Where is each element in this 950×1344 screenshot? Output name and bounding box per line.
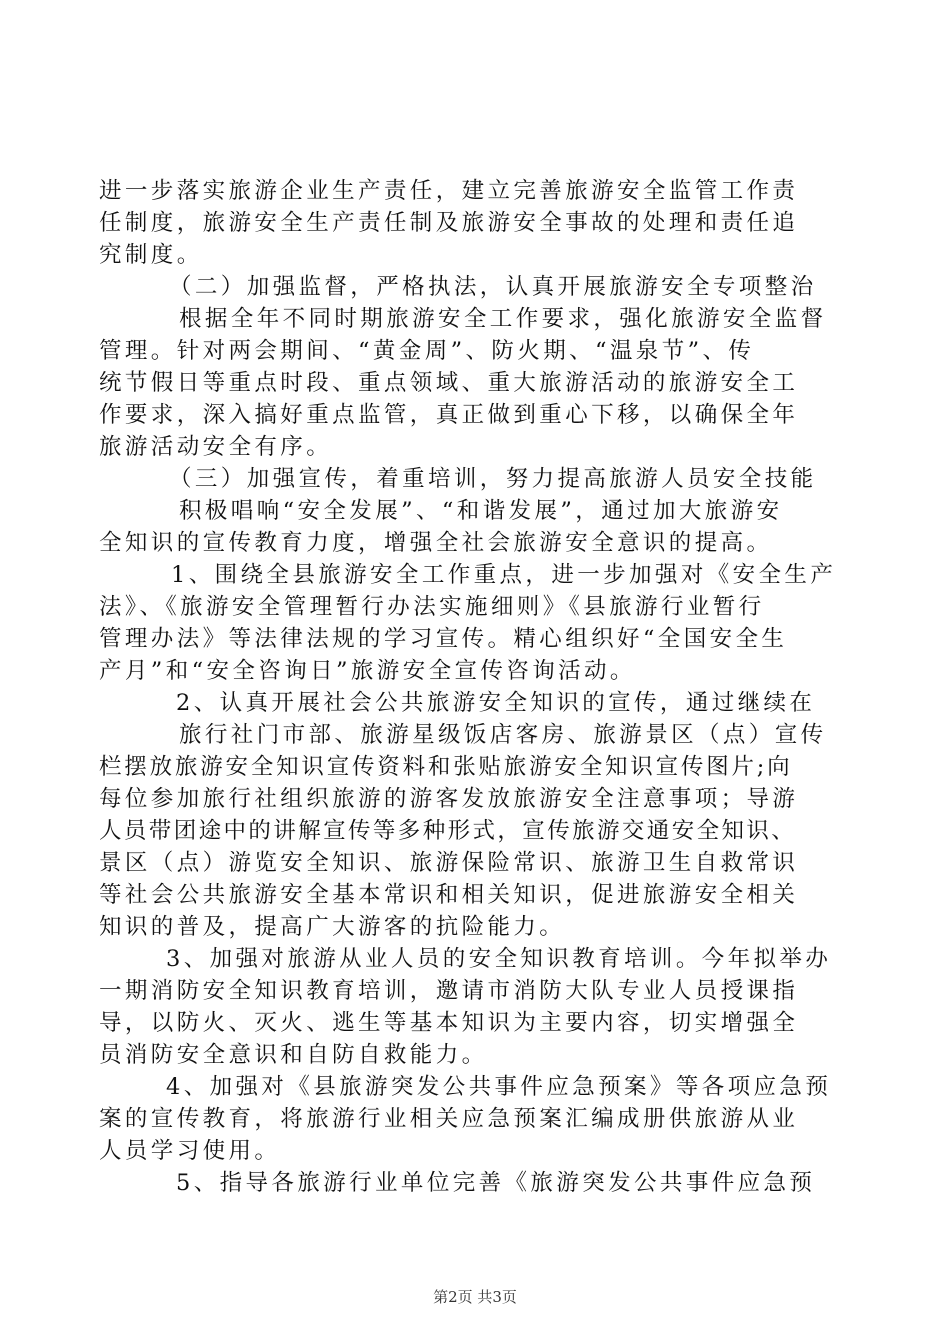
text-line: 栏摆放旅游安全知识宣传资料和张贴旅游安全知识宣传图片;向 — [99, 754, 793, 780]
text-line: 5、指导各旅游行业单位完善《旅游突发公共事件应急预 — [176, 1170, 816, 1196]
text-line: 全知识的宣传教育力度，增强全社会旅游安全意识的提高。 — [99, 530, 773, 556]
text-line: 统节假日等重点时段、重点领域、重大旅游活动的旅游安全工 — [99, 370, 799, 396]
text-line: 进一步落实旅游企业生产责任，建立完善旅游安全监管工作责 — [99, 178, 799, 204]
text-line: 管理办法》等法律法规的学习宣传。精心组织好“全国安全生 — [99, 626, 788, 652]
text-line: 一期消防安全知识教育培训，邀请市消防大队专业人员授课指 — [99, 978, 799, 1004]
text-line: 旅游活动安全有序。 — [99, 434, 333, 460]
text-line: 3、加强对旅游从业人员的安全知识教育培训。今年拟举办 — [166, 946, 832, 972]
text-line: 产月”和“安全咨询日”旅游安全宣传咨询活动。 — [99, 658, 636, 684]
text-line: 管理。针对两会期间、“黄金周”、防火期、“温泉节”、传 — [99, 338, 755, 364]
text-line: 1、围绕全县旅游安全工作重点，进一步加强对《安全生产 — [171, 562, 837, 588]
text-line: 员消防安全意识和自防自救能力。 — [99, 1042, 488, 1068]
text-line: 等社会公共旅游安全基本常识和相关知识，促进旅游安全相关 — [99, 882, 799, 908]
text-line: 人员学习使用。 — [99, 1138, 281, 1164]
text-line: 作要求，深入搞好重点监管，真正做到重心下移，以确保全年 — [99, 402, 799, 428]
text-line: 任制度，旅游安全生产责任制及旅游安全事故的处理和责任追 — [99, 210, 799, 236]
section-heading: （三）加强宣传，着重培训，努力提高旅游人员安全技能 — [169, 466, 817, 492]
text-line: 旅行社门市部、旅游星级饭店客房、旅游景区（点）宣传 — [179, 722, 827, 748]
text-line: 法》、《旅游安全管理暂行办法实施细则》《县旅游行业暂行 — [99, 594, 765, 620]
page-number: 第2页 共3页 — [433, 1288, 517, 1306]
text-line: 积极唱响“安全发展”、“和谐发展”，通过加大旅游安 — [179, 498, 783, 524]
text-line: 人员带团途中的讲解宣传等多种形式，宣传旅游交通安全知识、 — [99, 818, 797, 844]
text-line: 根据全年不同时期旅游安全工作要求，强化旅游安全监督 — [179, 306, 827, 332]
text-line: 2、认真开展社会公共旅游安全知识的宣传，通过继续在 — [176, 690, 816, 716]
text-line: 知识的普及，提高广大游客的抗险能力。 — [99, 914, 566, 940]
text-line: 景区（点）游览安全知识、旅游保险常识、旅游卫生自救常识 — [99, 850, 799, 876]
text-line: 每位参加旅行社组织旅游的游客发放旅游安全注意事项；导游 — [99, 786, 799, 812]
text-line: 导，以防火、灭火、逃生等基本知识为主要内容，切实增强全 — [99, 1010, 799, 1036]
text-line: 案的宣传教育，将旅游行业相关应急预案汇编成册供旅游从业 — [99, 1106, 799, 1132]
section-heading: （二）加强监督，严格执法，认真开展旅游安全专项整治 — [169, 274, 817, 300]
text-line: 究制度。 — [99, 242, 203, 268]
text-line: 4、加强对《县旅游突发公共事件应急预案》等各项应急预 — [166, 1074, 832, 1100]
